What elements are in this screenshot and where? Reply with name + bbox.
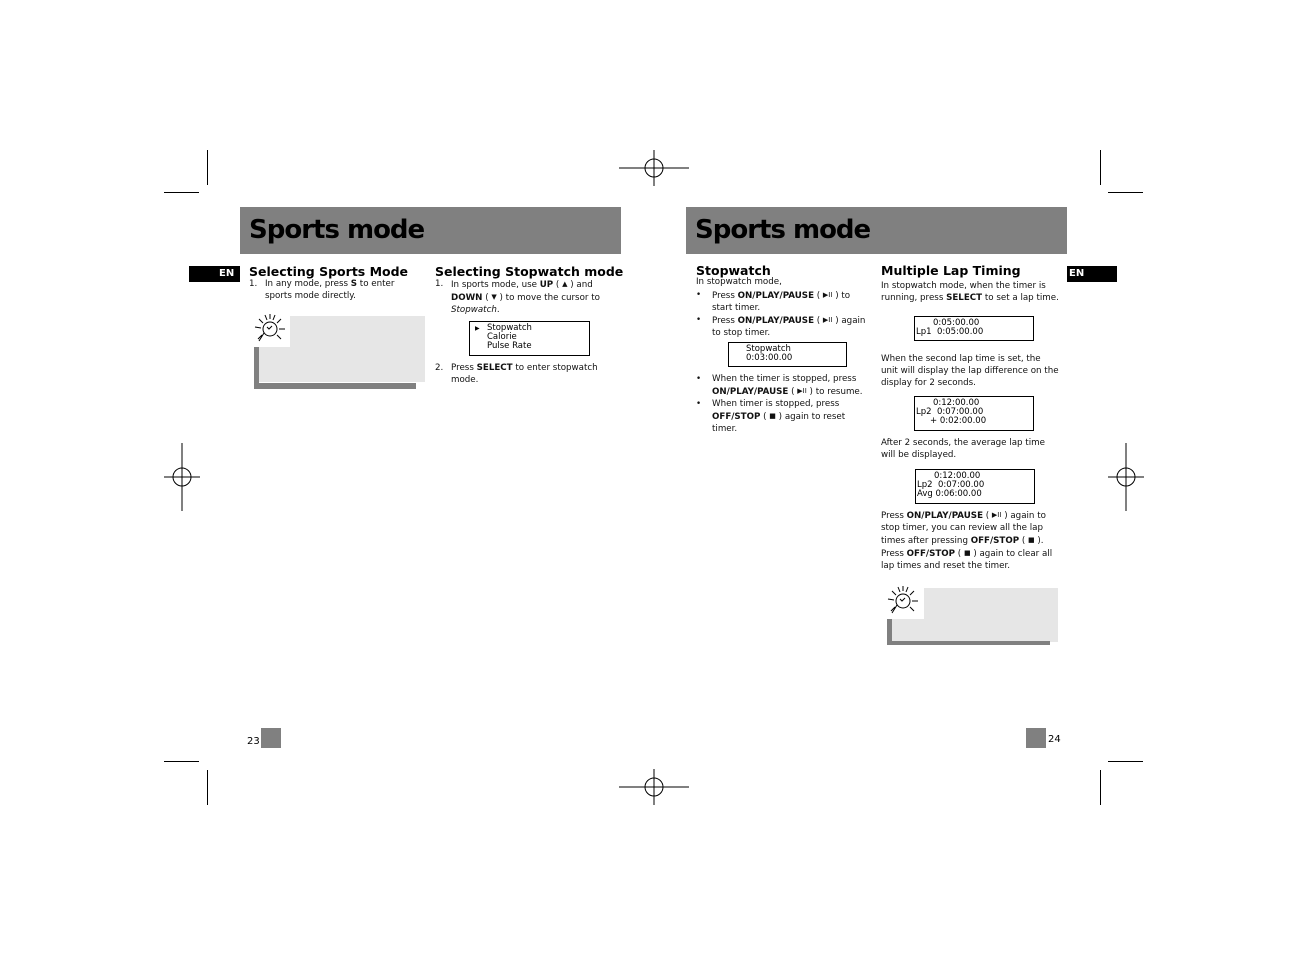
right-lcd-lap2-avg: 0:12:00.00 Lp2 0:07:00.00 Avg 0:06:00.00 [915,469,1035,504]
right-col2-p3: After 2 seconds, the average lap time will be displayed. [881,438,1045,460]
right-col2-p1: In stopwatch mode, when the timer is running, press SELECT to set a lap time. [881,281,1059,303]
lcd-line: Pulse Rate [487,341,532,351]
right-page-number: 24 [1048,734,1061,745]
left-page-square [261,728,281,748]
left-col1-heading: Selecting Sports Mode [249,264,409,279]
step-number: 1. [249,279,258,289]
left-col2-heading: Selecting Stopwatch mode [435,264,624,279]
stop-square-icon: ■ [769,412,776,420]
right-col1-body: In stopwatch mode, • Press ON/PLAY/PAUSE ( ▶II ) to start timer. • Press ON/PLAY/PAUSE ( ▶II ) again to stop timer. [696,277,866,338]
left-col2-step2: 2. Press SELECT to enter stopwatch mode. [435,363,598,385]
down-triangle-icon: ▼ [491,293,497,301]
registration-mark-left [164,443,200,511]
right-lcd-lap2-diff: 0:12:00.00 Lp2 0:07:00.00 + 0:02:00.00 [914,396,1034,431]
left-lcd-menu [469,321,590,356]
lightbulb-icon [883,583,923,621]
play-pause-icon: ▶II [797,387,807,395]
left-language-tab: EN [189,266,240,282]
lcd-line: Stopwatch [487,323,532,333]
stop-square-icon: ■ [1028,536,1035,544]
right-col1-heading: Stopwatch [696,263,771,278]
left-title-bar [240,207,621,254]
registration-mark-bottom [619,769,689,805]
left-col2-step1: 1. In sports mode, use UP ( ▲ ) and DOWN ( ▼ ) to move the cursor to Stopwatch. [435,279,600,315]
left-col1-step1: 1. In any mode, press S to enter sports mode directly. [249,279,395,301]
left-page-title: Sports mode [249,215,425,245]
right-col2-heading: Multiple Lap Timing [881,263,1021,278]
right-lcd-stopwatch: Stopwatch 0:03:00.00 [728,342,847,367]
lightbulb-icon [250,311,290,349]
stop-square-icon: ■ [963,549,971,557]
play-pause-icon: ▶II [822,291,833,299]
left-page-number: 23 [247,736,260,747]
right-col1-body-2: • When the timer is stopped, press ON/PLAY/PAUSE ( ▶II ) to resume. • When timer is stopped, press OFF/STOP ( ■ ) again to reset timer. [696,374,863,434]
right-col2-p4: Press ON/PLAY/PAUSE ( ▶II ) again to stop timer, you can review all the lap times after pressing OFF/STOP ( ■ ). Press OFF/STOP ( ■ ) again to clear all lap times and reset the timer. [881,511,1053,571]
key-s: S [350,279,358,289]
play-pause-icon: ▶II [822,316,833,324]
right-language-tab: EN [1067,266,1117,282]
right-page-title: Sports mode [695,215,871,245]
right-title-bar [686,207,1067,254]
right-lcd-lap1: 0:05:00.00 Lp1 0:05:00.00 [914,316,1034,341]
registration-mark-right [1108,443,1144,511]
right-col2-p2: When the second lap time is set, the unit will display the lap difference on the display for 2 seconds. [881,354,1059,388]
lcd-line: Calorie [487,332,517,342]
right-page-square [1026,728,1046,748]
up-triangle-icon: ▲ [562,280,568,288]
play-pause-icon: ▶II [991,511,1002,519]
cursor-triangle-icon: ▶ [475,325,480,332]
registration-mark-top [619,150,689,186]
